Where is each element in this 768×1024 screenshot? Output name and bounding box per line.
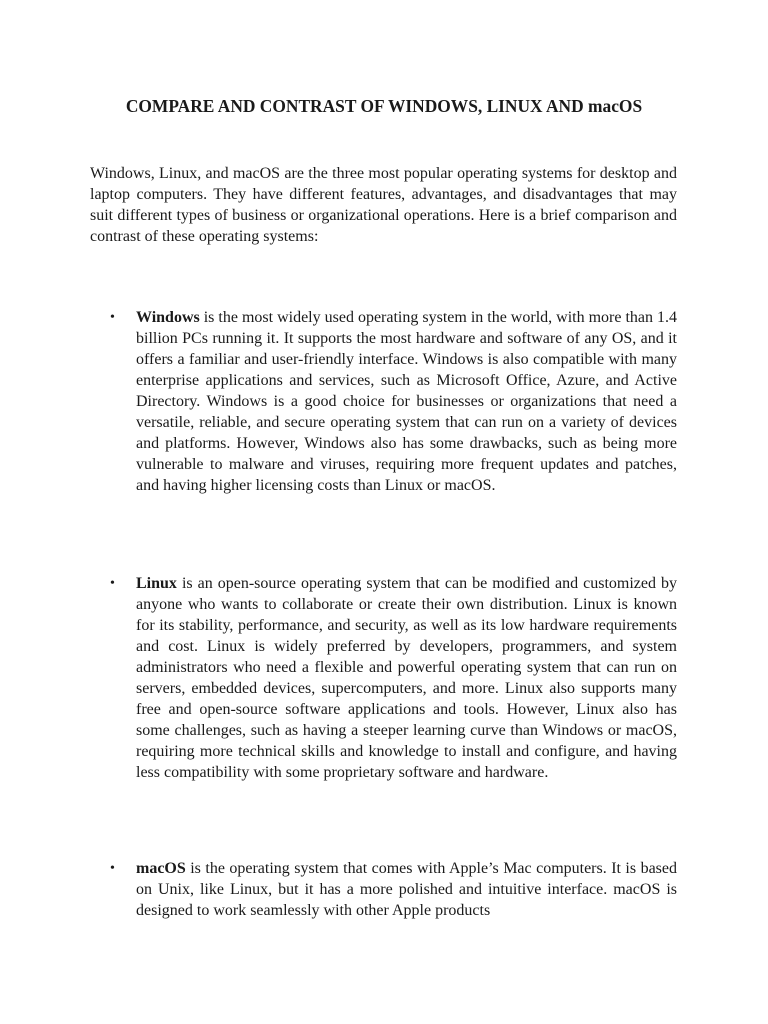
bullet-item-linux	[110, 573, 677, 783]
intro-paragraph: Windows, Linux, and macOS are the three most popular operating systems for desktop and laptop computers. They have different features, advantages, and disadvantages that may suit different types of business or organizational operations. Here is a brief comparison and contrast of these operating systems:	[90, 165, 677, 245]
bullet-term-windows: Windows	[136, 309, 200, 326]
bullet-text-macos: is the operating system that comes with Apple’s Mac computers. It is based on Unix, like Linux, but it has a more polished and intuitive interface. macOS is designed to work seamlessly with other Apple products	[136, 860, 677, 919]
bullet-item-macos	[110, 858, 677, 921]
bullet-term-macos: macOS	[136, 860, 186, 877]
bullet-term-linux: Linux	[136, 575, 177, 592]
bullet-text-linux: is an open-source operating system that can be modified and customized by anyone who wants to collaborate or create their own distribution. Linux is known for its stability, performance, and security, as well as its low hardware requirements and cost. Linux is widely preferred by developers, programmers, and system administrators who need a flexible and powerful operating system that can run on servers, embedded devices, supercomputers, and more. Linux also supports many free and open-source software applications and tools. However, Linux also has some challenges, such as having a steeper learning curve than Windows or macOS, requiring more technical skills and knowledge to install and configure, and having less compatibility with some proprietary software and hardware.	[136, 575, 677, 781]
bullet-icon: •	[110, 310, 115, 325]
bullet-item-windows	[110, 307, 677, 496]
document-title: COMPARE AND CONTRAST OF WINDOWS, LINUX AND macOS	[125, 96, 643, 116]
bullet-icon: •	[110, 861, 115, 876]
bullet-icon: •	[110, 576, 115, 591]
bullet-text-windows: is the most widely used operating system in the world, with more than 1.4 billion PCs running it. It supports the most hardware and software of any OS, and it offers a familiar and user-friendly interface. Windows is also compatible with many enterprise applications and services, such as Microsoft Office, Azure, and Active Directory. Windows is a good choice for businesses or organizations that need a versatile, reliable, and secure operating system that can run on a variety of devices and platforms. However, Windows also has some drawbacks, such as being more vulnerable to malware and viruses, requiring more frequent updates and patches, and having higher licensing costs than Linux or macOS.	[136, 309, 677, 494]
